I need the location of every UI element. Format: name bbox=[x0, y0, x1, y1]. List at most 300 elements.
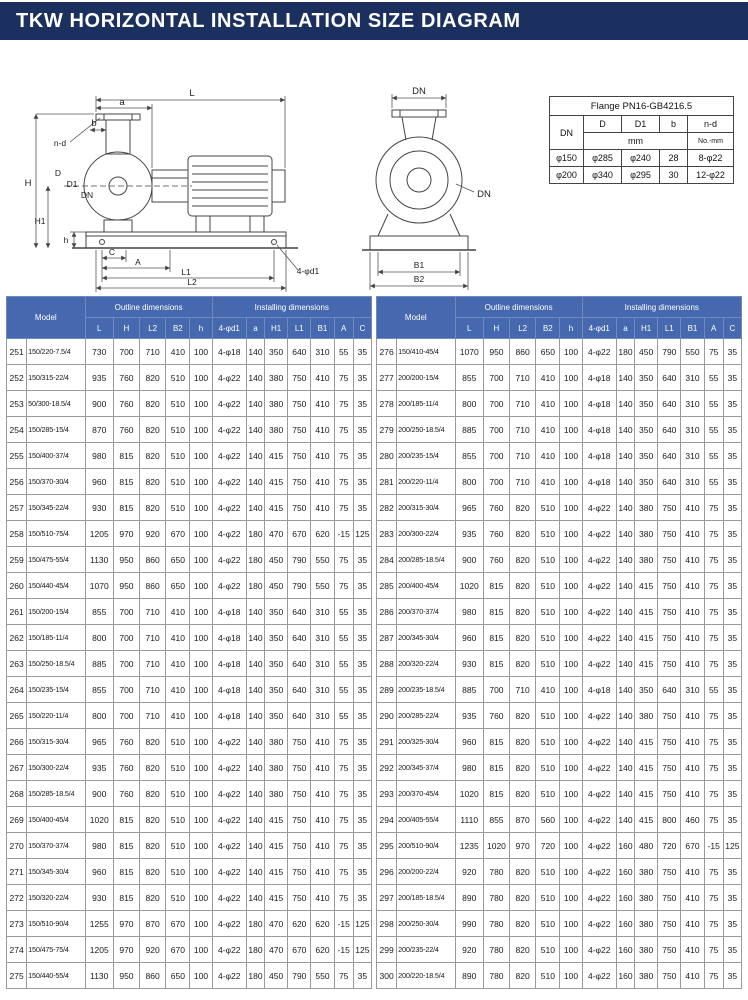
value-cell: 35 bbox=[353, 417, 371, 443]
model-cell: 200/400-45/4 bbox=[397, 573, 455, 599]
value-cell: 140 bbox=[246, 729, 264, 755]
value-cell: 410 bbox=[681, 651, 704, 677]
value-cell: 885 bbox=[85, 651, 113, 677]
model-cell: 150/220-7.5/4 bbox=[27, 339, 85, 365]
value-cell: 140 bbox=[616, 625, 634, 651]
value-cell: 750 bbox=[288, 807, 311, 833]
table-row bbox=[7, 755, 372, 781]
model-cell: 150/440-45/4 bbox=[27, 573, 85, 599]
value-cell: 100 bbox=[190, 937, 212, 963]
dim-label-D1: D1 bbox=[66, 179, 78, 189]
dim-label-B2: B2 bbox=[413, 274, 425, 284]
value-cell: 640 bbox=[658, 365, 681, 391]
value-cell: 410 bbox=[166, 703, 190, 729]
value-cell: 4-φ22 bbox=[212, 911, 246, 937]
value-cell: 710 bbox=[140, 339, 166, 365]
value-cell: 310 bbox=[311, 599, 334, 625]
row-number: 251 bbox=[7, 339, 27, 365]
value-cell: 560 bbox=[536, 807, 560, 833]
value-cell: 160 bbox=[616, 963, 634, 989]
col-group-outline: Outline dimensions bbox=[85, 297, 212, 318]
value-cell: 100 bbox=[190, 651, 212, 677]
dim-label-A: A bbox=[135, 257, 141, 267]
value-cell: 35 bbox=[353, 885, 371, 911]
value-cell: 100 bbox=[560, 833, 582, 859]
value-cell: 4-φ22 bbox=[582, 937, 616, 963]
value-cell: 510 bbox=[166, 469, 190, 495]
model-cell: 200/345-37/4 bbox=[397, 755, 455, 781]
value-cell: 75 bbox=[704, 911, 723, 937]
value-cell: 4-φ22 bbox=[212, 729, 246, 755]
dim-label-DN: DN bbox=[80, 190, 94, 200]
value-cell: 75 bbox=[704, 807, 723, 833]
value-cell: 640 bbox=[658, 677, 681, 703]
table-row bbox=[7, 469, 372, 495]
value-cell: 710 bbox=[510, 365, 536, 391]
row-number: 295 bbox=[377, 833, 397, 859]
value-cell: 100 bbox=[190, 339, 212, 365]
value-cell: 310 bbox=[311, 677, 334, 703]
row-number: 278 bbox=[377, 391, 397, 417]
col-H: H bbox=[113, 318, 139, 339]
value-cell: 4-φ22 bbox=[212, 391, 246, 417]
table-row bbox=[7, 521, 372, 547]
value-cell: 415 bbox=[635, 781, 658, 807]
value-cell: 510 bbox=[166, 833, 190, 859]
value-cell: 960 bbox=[455, 625, 483, 651]
col-group-outline: Outline dimensions bbox=[455, 297, 582, 318]
table-row bbox=[377, 677, 742, 703]
value-cell: 100 bbox=[560, 547, 582, 573]
value-cell: 140 bbox=[246, 417, 264, 443]
value-cell: 855 bbox=[85, 599, 113, 625]
value-cell: 410 bbox=[681, 755, 704, 781]
value-cell: 35 bbox=[353, 651, 371, 677]
value-cell: 75 bbox=[704, 339, 723, 365]
value-cell: 900 bbox=[85, 781, 113, 807]
value-cell: 815 bbox=[113, 495, 139, 521]
col-group-installing: Installing dimensions bbox=[212, 297, 371, 318]
value-cell: 510 bbox=[536, 521, 560, 547]
value-cell: 935 bbox=[455, 703, 483, 729]
model-cell: 150/370-37/4 bbox=[27, 833, 85, 859]
row-number: φ200 bbox=[550, 167, 584, 184]
value-cell: 35 bbox=[723, 547, 741, 573]
value-cell: 35 bbox=[723, 443, 741, 469]
row-number: 286 bbox=[377, 599, 397, 625]
value-cell: 960 bbox=[85, 859, 113, 885]
value-cell: 350 bbox=[635, 417, 658, 443]
value-cell: 55 bbox=[334, 677, 353, 703]
value-cell: 800 bbox=[455, 469, 483, 495]
value-cell: 670 bbox=[166, 521, 190, 547]
value-cell: 140 bbox=[616, 521, 634, 547]
value-cell: 750 bbox=[288, 885, 311, 911]
value-cell: 900 bbox=[455, 547, 483, 573]
value-cell: 310 bbox=[681, 443, 704, 469]
flange-spec-table bbox=[549, 96, 734, 184]
model-cell: 200/405-55/4 bbox=[397, 807, 455, 833]
row-number: 297 bbox=[377, 885, 397, 911]
value-cell: 180 bbox=[246, 937, 264, 963]
row-number: 265 bbox=[7, 703, 27, 729]
value-cell: 350 bbox=[635, 443, 658, 469]
value-cell: 380 bbox=[635, 911, 658, 937]
value-cell: 510 bbox=[536, 781, 560, 807]
value-cell: 410 bbox=[681, 729, 704, 755]
pump-front-structure bbox=[362, 110, 476, 250]
value-cell: 855 bbox=[483, 807, 509, 833]
value-cell: 100 bbox=[190, 521, 212, 547]
value-cell: 510 bbox=[536, 911, 560, 937]
value-cell: 380 bbox=[265, 391, 288, 417]
value-cell: 415 bbox=[265, 443, 288, 469]
flange-unit-no-mm: No.-mm bbox=[688, 133, 734, 150]
value-cell: 410 bbox=[681, 599, 704, 625]
value-cell: 35 bbox=[353, 963, 371, 989]
model-cell: 150/345-30/4 bbox=[27, 859, 85, 885]
value-cell: 870 bbox=[140, 911, 166, 937]
value-cell: 100 bbox=[560, 677, 582, 703]
value-cell: 510 bbox=[166, 729, 190, 755]
value-cell: 760 bbox=[113, 365, 139, 391]
row-number: 283 bbox=[377, 521, 397, 547]
model-cell: 150/410-45/4 bbox=[397, 339, 455, 365]
value-cell: 820 bbox=[510, 911, 536, 937]
table-row bbox=[377, 339, 742, 365]
value-cell: 750 bbox=[658, 547, 681, 573]
value-cell: 815 bbox=[483, 729, 509, 755]
value-cell: 510 bbox=[166, 495, 190, 521]
value-cell: 750 bbox=[658, 573, 681, 599]
value-cell: 35 bbox=[353, 833, 371, 859]
value-cell: 750 bbox=[288, 365, 311, 391]
value-cell: 760 bbox=[113, 755, 139, 781]
value-cell: 860 bbox=[510, 339, 536, 365]
value-cell: 35 bbox=[723, 677, 741, 703]
value-cell: 410 bbox=[681, 703, 704, 729]
value-cell: 100 bbox=[560, 859, 582, 885]
value-cell: 380 bbox=[635, 547, 658, 573]
value-cell: 35 bbox=[353, 781, 371, 807]
row-number: 266 bbox=[7, 729, 27, 755]
value-cell: 35 bbox=[353, 339, 371, 365]
table-row bbox=[7, 495, 372, 521]
value-cell: 410 bbox=[311, 755, 334, 781]
model-cell: 150/345-22/4 bbox=[27, 495, 85, 521]
value-cell: 760 bbox=[483, 521, 509, 547]
value-cell: 4-φ22 bbox=[212, 781, 246, 807]
col-C: C bbox=[353, 318, 371, 339]
dim-label-H1: H1 bbox=[34, 216, 46, 226]
model-cell: 200/235-15/4 bbox=[397, 443, 455, 469]
value-cell: 140 bbox=[616, 573, 634, 599]
table-row bbox=[377, 573, 742, 599]
row-number: 277 bbox=[377, 365, 397, 391]
flange-table-wrap bbox=[549, 96, 734, 296]
row-number: 279 bbox=[377, 417, 397, 443]
row-number: 263 bbox=[7, 651, 27, 677]
value-cell: 75 bbox=[334, 885, 353, 911]
value-cell: 510 bbox=[536, 729, 560, 755]
value-cell: 510 bbox=[166, 885, 190, 911]
value-cell: 710 bbox=[140, 703, 166, 729]
table-row bbox=[7, 547, 372, 573]
value-cell: 920 bbox=[455, 859, 483, 885]
value-cell: 140 bbox=[246, 833, 264, 859]
value-cell: 4-φ22 bbox=[212, 885, 246, 911]
value-cell: 310 bbox=[311, 339, 334, 365]
value-cell: 750 bbox=[658, 495, 681, 521]
value-cell: 4-φ22 bbox=[582, 963, 616, 989]
value-cell: 470 bbox=[265, 521, 288, 547]
value-cell: 380 bbox=[265, 755, 288, 781]
value-cell: 410 bbox=[311, 391, 334, 417]
dim-label-L2: L2 bbox=[187, 277, 197, 287]
value-cell: 140 bbox=[246, 651, 264, 677]
model-cell: 200/250-18.5/4 bbox=[397, 417, 455, 443]
value-cell: 140 bbox=[616, 469, 634, 495]
value-cell: 140 bbox=[246, 755, 264, 781]
value-cell: 100 bbox=[560, 807, 582, 833]
value-cell: 4-φ18 bbox=[582, 391, 616, 417]
model-cell: 150/440-55/4 bbox=[27, 963, 85, 989]
value-cell: 75 bbox=[704, 885, 723, 911]
value-cell: 100 bbox=[560, 729, 582, 755]
value-cell: 410 bbox=[166, 599, 190, 625]
value-cell: 890 bbox=[455, 963, 483, 989]
value-cell: 140 bbox=[246, 859, 264, 885]
value-cell: 860 bbox=[140, 547, 166, 573]
dim-label-nd: n-d bbox=[53, 138, 67, 148]
col-a: a bbox=[246, 318, 264, 339]
value-cell: 4-φ22 bbox=[582, 885, 616, 911]
value-cell: 75 bbox=[334, 417, 353, 443]
value-cell: 100 bbox=[190, 911, 212, 937]
value-cell: 140 bbox=[616, 755, 634, 781]
table-row bbox=[377, 547, 742, 573]
value-cell: 100 bbox=[560, 703, 582, 729]
value-cell: 410 bbox=[536, 365, 560, 391]
value-cell: 75 bbox=[334, 781, 353, 807]
model-cell: 150/300-22/4 bbox=[27, 755, 85, 781]
value-cell: 140 bbox=[616, 677, 634, 703]
table-row bbox=[7, 365, 372, 391]
value-cell: 640 bbox=[288, 625, 311, 651]
value-cell: 650 bbox=[166, 547, 190, 573]
value-cell: 855 bbox=[455, 443, 483, 469]
dim-label-L1: L1 bbox=[181, 267, 191, 277]
value-cell: 750 bbox=[658, 625, 681, 651]
value-cell: 760 bbox=[483, 703, 509, 729]
model-cell: 150/510-75/4 bbox=[27, 521, 85, 547]
col-L2: L2 bbox=[510, 318, 536, 339]
value-cell: 100 bbox=[560, 417, 582, 443]
col-4phid1: 4-φd1 bbox=[582, 318, 616, 339]
value-cell: 125 bbox=[353, 911, 371, 937]
value-cell: 550 bbox=[681, 339, 704, 365]
row-number: 288 bbox=[377, 651, 397, 677]
value-cell: 415 bbox=[635, 755, 658, 781]
value-cell: 310 bbox=[681, 469, 704, 495]
value-cell: 820 bbox=[510, 495, 536, 521]
row-number: 259 bbox=[7, 547, 27, 573]
table-row bbox=[377, 365, 742, 391]
value-cell: 380 bbox=[635, 521, 658, 547]
value-cell: 950 bbox=[113, 963, 139, 989]
value-cell: 700 bbox=[113, 651, 139, 677]
value-cell: 415 bbox=[635, 599, 658, 625]
model-cell: 200/510-90/4 bbox=[397, 833, 455, 859]
value-cell: 100 bbox=[560, 937, 582, 963]
value-cell: 4-φ22 bbox=[582, 495, 616, 521]
value-cell: 140 bbox=[616, 365, 634, 391]
row-number: 290 bbox=[377, 703, 397, 729]
value-cell: 1020 bbox=[85, 807, 113, 833]
model-cell: 150/200-15/4 bbox=[27, 599, 85, 625]
value-cell: 55 bbox=[334, 599, 353, 625]
value-cell: 35 bbox=[353, 625, 371, 651]
value-cell: 820 bbox=[140, 365, 166, 391]
row-number: 253 bbox=[7, 391, 27, 417]
value-cell: 100 bbox=[560, 573, 582, 599]
value-cell: 75 bbox=[704, 495, 723, 521]
value-cell: 760 bbox=[113, 417, 139, 443]
value-cell: 510 bbox=[166, 391, 190, 417]
value-cell: 180 bbox=[616, 339, 634, 365]
value-cell: 415 bbox=[635, 625, 658, 651]
value-cell: 100 bbox=[560, 885, 582, 911]
table-row bbox=[377, 885, 742, 911]
value-cell: 55 bbox=[704, 417, 723, 443]
value-cell: 640 bbox=[288, 651, 311, 677]
value-cell: 820 bbox=[140, 391, 166, 417]
value-cell: 140 bbox=[616, 599, 634, 625]
row-number: 299 bbox=[377, 937, 397, 963]
table-row bbox=[377, 625, 742, 651]
table-row bbox=[377, 651, 742, 677]
col-H1: H1 bbox=[265, 318, 288, 339]
value-cell: 380 bbox=[265, 417, 288, 443]
value-cell: 180 bbox=[246, 963, 264, 989]
table-row bbox=[7, 833, 372, 859]
value-cell: 870 bbox=[85, 417, 113, 443]
col-header-model: Model bbox=[7, 297, 86, 339]
value-cell: 640 bbox=[288, 339, 311, 365]
col-H: H bbox=[483, 318, 509, 339]
value-cell: 815 bbox=[113, 833, 139, 859]
value-cell: 700 bbox=[113, 677, 139, 703]
value-cell: 460 bbox=[681, 807, 704, 833]
value-cell: 700 bbox=[483, 391, 509, 417]
value-cell: 140 bbox=[246, 339, 264, 365]
model-cell: 50/300-18.5/4 bbox=[27, 391, 85, 417]
value-cell: 350 bbox=[265, 651, 288, 677]
value-cell: 410 bbox=[536, 469, 560, 495]
model-cell: 150/510-90/4 bbox=[27, 911, 85, 937]
value-cell: 820 bbox=[510, 859, 536, 885]
value-cell: 4-φ22 bbox=[212, 859, 246, 885]
value-cell: 35 bbox=[723, 703, 741, 729]
row-number: 252 bbox=[7, 365, 27, 391]
value-cell: 310 bbox=[681, 417, 704, 443]
value-cell: 510 bbox=[166, 417, 190, 443]
value-cell: 100 bbox=[560, 469, 582, 495]
value-cell: 35 bbox=[723, 729, 741, 755]
table-row bbox=[7, 859, 372, 885]
value-cell: 820 bbox=[140, 729, 166, 755]
value-cell: 815 bbox=[483, 651, 509, 677]
value-cell: 140 bbox=[616, 495, 634, 521]
value-cell: 700 bbox=[483, 677, 509, 703]
value-cell: 710 bbox=[140, 651, 166, 677]
value-cell: 35 bbox=[723, 651, 741, 677]
table-row bbox=[377, 495, 742, 521]
value-cell: 820 bbox=[510, 599, 536, 625]
dim-label-b: b bbox=[91, 118, 97, 129]
front-dimension-labels bbox=[412, 86, 491, 284]
value-cell: 920 bbox=[455, 937, 483, 963]
value-cell: 4-φ22 bbox=[582, 781, 616, 807]
value-cell: 820 bbox=[140, 755, 166, 781]
value-cell: 4-φ22 bbox=[212, 417, 246, 443]
value-cell: 930 bbox=[85, 885, 113, 911]
value-cell: 750 bbox=[288, 495, 311, 521]
value-cell: 480 bbox=[635, 833, 658, 859]
value-cell: 750 bbox=[288, 781, 311, 807]
value-cell: 140 bbox=[246, 365, 264, 391]
value-cell: 820 bbox=[140, 495, 166, 521]
value-cell: 35 bbox=[723, 911, 741, 937]
value-cell: 160 bbox=[616, 911, 634, 937]
value-cell: 780 bbox=[483, 937, 509, 963]
row-number: 271 bbox=[7, 859, 27, 885]
value-cell: 800 bbox=[85, 703, 113, 729]
value-cell: 820 bbox=[510, 963, 536, 989]
value-cell: 125 bbox=[723, 833, 741, 859]
value-cell: 140 bbox=[246, 703, 264, 729]
value-cell: 100 bbox=[190, 495, 212, 521]
value-cell: 75 bbox=[704, 573, 723, 599]
value-cell: 415 bbox=[265, 833, 288, 859]
col-4phid1: 4-φd1 bbox=[212, 318, 246, 339]
value-cell: 55 bbox=[334, 625, 353, 651]
value-cell: 4-φ18 bbox=[212, 703, 246, 729]
col-B1: B1 bbox=[311, 318, 334, 339]
value-cell: 4-φ22 bbox=[212, 495, 246, 521]
value-cell: 700 bbox=[483, 417, 509, 443]
value-cell: 100 bbox=[190, 625, 212, 651]
value-cell: 510 bbox=[536, 885, 560, 911]
page-title-banner bbox=[0, 2, 748, 40]
value-cell: 750 bbox=[288, 755, 311, 781]
value-cell: 410 bbox=[681, 885, 704, 911]
value-cell: 960 bbox=[455, 729, 483, 755]
table-row bbox=[377, 937, 742, 963]
table-row bbox=[377, 469, 742, 495]
value-cell: 510 bbox=[536, 859, 560, 885]
value-cell: 380 bbox=[265, 729, 288, 755]
value-cell: 620 bbox=[311, 937, 334, 963]
value-cell: 950 bbox=[483, 339, 509, 365]
row-number: 296 bbox=[377, 859, 397, 885]
table-row bbox=[7, 391, 372, 417]
front-view-diagram bbox=[342, 46, 512, 298]
value-cell: 140 bbox=[616, 443, 634, 469]
model-cell: 150/235-15/4 bbox=[27, 677, 85, 703]
value-cell: 310 bbox=[311, 625, 334, 651]
dim-label-4-phi-d1: 4-φd1 bbox=[296, 266, 320, 276]
